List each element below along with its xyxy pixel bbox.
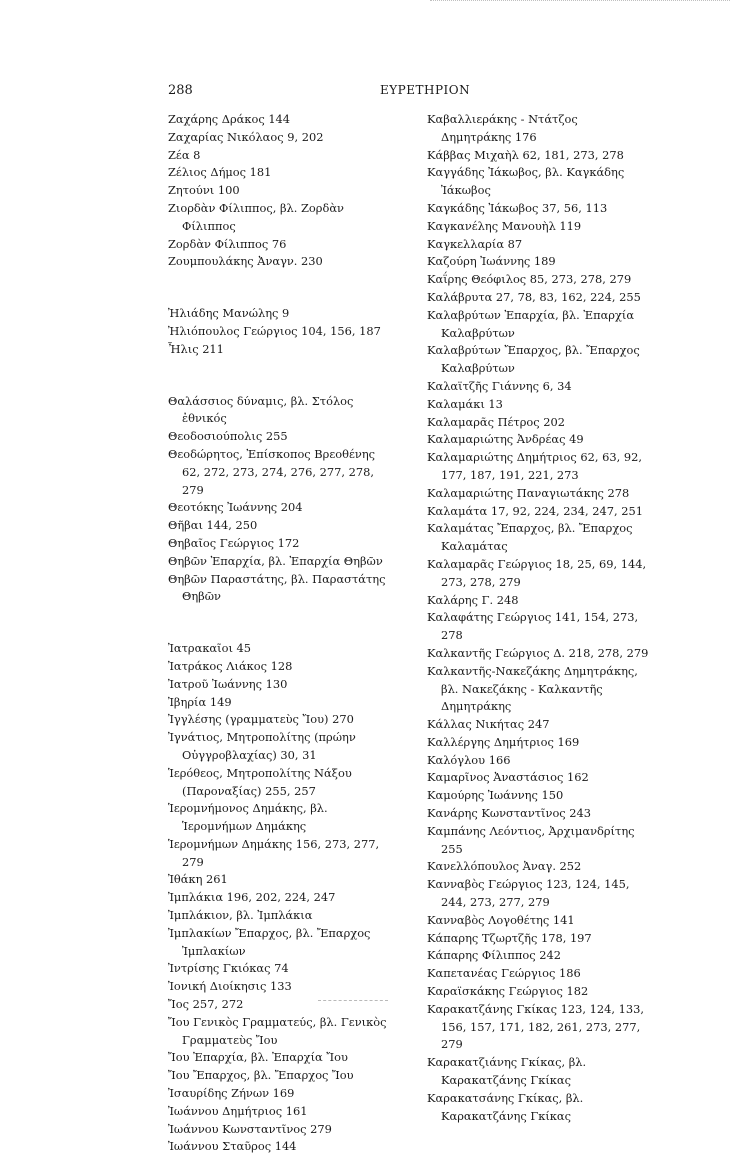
index-entry: Καλαμαριώτης Δημήτριος 62, 63, 92, 177, 187, 191, 221, 273 [427,450,642,482]
scan-edge-artifact [430,0,730,5]
index-entry: Καζούρη Ἰωάννης 189 [427,254,556,269]
index-entry: Καλαμαρᾶς Γεώργιος 18, 25, 69, 144, 273, 278, 279 [427,556,647,589]
index-entry: Καμούρης Ἰωάννης 150 [427,788,564,803]
index-entry: Καλόγλου 166 [427,752,511,767]
index-entry: Καγκελλαρία 87 [427,236,523,251]
index-entry: Κάββας Μιχαὴλ 62, 181, 273, 278 [427,147,624,162]
index-entry: Ἠλιάδης Μανώλης 9 [168,306,290,321]
group-spacer [168,359,390,393]
index-entry: Καλαμάτας Ἔπαρχος, βλ. Ἔπαρχος Καλαμάτας [427,521,633,554]
index-entry: Καλαμάτα 17, 92, 224, 234, 247, 251 [427,503,643,518]
index-entry: Καλαφάτης Γεώργιος 141, 154, 273, 278 [427,610,639,643]
index-entry: Θηβῶν Παραστάτης, βλ. Παραστάτης Θηβῶν [168,571,386,604]
index-entry: Κανελλόπουλος Ἀναγ. 252 [427,859,582,874]
index-entry: Θηβαῖος Γεώργιος 172 [168,535,300,550]
index-entry: Ἰσαυρίδης Ζήνων 169 [168,1086,295,1101]
index-entry: Θεοτόκης Ἰωάννης 204 [168,500,303,515]
index-entry: Καλαϊτζῆς Γιάννης 6, 34 [427,378,572,393]
index-entry: Καλαβρύτων Ἔπαρχος, βλ. Ἔπαρχος Καλαβρύτων [427,343,640,376]
index-entry: Καλκαντῆς-Νακεζάκης Δημητράκης, βλ. Νακεζάκης - Καλκαντῆς Δημητράκης [427,663,638,714]
index-entry: Ἠλιόπουλος Γεώργιος 104, 156, 187 [168,323,381,338]
index-entry: Ἴος 257, 272 [168,997,244,1012]
index-entry: Ἱερομνήμων Δημάκης 156, 273, 277, 279 [168,836,380,869]
index-group-iota [168,640,390,1156]
index-entry: Ἦλις 211 [168,341,224,356]
index-entry: Ζαχαρίας Νικόλαος 9, 202 [168,129,324,144]
index-entry: Ζιορδὰν Φίλιππος, βλ. Ζορδὰν Φίλιππος [168,200,344,233]
index-entry: Καλαμάκι 13 [427,396,503,411]
index-entry: Θαλάσσιος δύναμις, βλ. Στόλος ἐθνικός [168,393,354,426]
index-entry: Καγκάδης Ἰάκωβος 37, 56, 113 [427,200,608,215]
index-entry: Ζορδὰν Φίλιππος 76 [168,236,287,251]
index-group-theta [168,393,390,607]
index-entry: Καρακατσάνης Γκίκας, βλ. Καρακατζάνης Γκίκας [427,1090,584,1123]
index-group-eta [168,305,390,358]
index-column-right [427,111,651,1125]
index-entry: Κάπαρης Τζωρτζῆς 178, 197 [427,930,592,945]
index-entry: Καραϊσκάκης Γεώργιος 182 [427,984,589,999]
index-entry: Θεοδοσιούπολις 255 [168,429,288,444]
index-entry: Καλκαντῆς Γεώργιος Δ. 218, 278, 279 [427,645,649,660]
index-entry: Ἰατροῦ Ἰωάννης 130 [168,676,288,691]
index-entry: Ἴου Ἔπαρχος, βλ. Ἔπαρχος Ἴου [168,1068,354,1083]
running-head-title: ΕΥΡΕΤΗΡΙΟΝ [380,83,471,97]
index-entry: Ζουμπουλάκης Ἀναγν. 230 [168,254,323,269]
page-number: 288 [168,83,193,98]
index-entry: Ἴου Γενικὸς Γραμματεύς, βλ. Γενικὸς Γραμματεὺς Ἴου [168,1014,387,1047]
index-entry: Καμαρῖνος Ἀναστάσιος 162 [427,770,589,785]
index-entry: Ἰωάννου Κωνσταντῖνος 279 [168,1121,332,1136]
index-entry: Ἱερομνήμονος Δημάκης, βλ. Ἱερομνήμων Δημάκης [168,801,328,834]
index-entry: Θεοδώρητος, Ἐπίσκοπος Βρεοθένης 62, 272, 273, 274, 276, 277, 278, 279 [168,446,376,497]
index-entry: Καλλέργης Δημήτριος 169 [427,734,580,749]
index-entry: Κάλλας Νικήτας 247 [427,717,550,732]
index-entry: Θηβῶν Ἐπαρχία, βλ. Ἐπαρχία Θηβῶν [168,553,383,568]
index-entry: Ζέα 8 [168,147,201,162]
index-entry: Καρακατζιάνης Γκίκας, βλ. Καρακατζάνης Γκίκας [427,1055,587,1088]
index-entry: Κανναβὸς Λογοθέτης 141 [427,912,575,927]
index-entry: Καβαλλιεράκης - Ντάτζος Δημητράκης 176 [427,112,578,144]
index-entry: Ἰβηρία 149 [168,694,232,709]
index-entry: Καρακατζάνης Γκίκας 123, 124, 133, 156, 157, 171, 182, 261, 273, 277, 279 [427,1001,644,1052]
index-entry: Καγγάδης Ἰάκωβος, βλ. Καγκάδης Ἰάκωβος [427,165,625,198]
index-entry: Καπετανέας Γεώργιος 186 [427,966,581,981]
footer-rule [318,1000,388,1001]
index-entry: Καλαμαριώτης Ἀνδρέας 49 [427,432,584,447]
index-entry: Ἰωάννου Δημήτριος 161 [168,1103,308,1118]
index-entry: Ἰωάννου Σταῦρος 144 [168,1139,297,1154]
index-entry: Ἰγνάτιος, Μητροπολίτης (πρώην Οὐγγροβλαχίας) 30, 31 [168,730,356,762]
index-entry: Καμπάνης Λεόντιος, Ἀρχιμανδρίτης 255 [427,823,635,856]
index-entry: Κανάρης Κωνσταντῖνος 243 [427,806,592,821]
index-entry: Ζαχάρης Δράκος 144 [168,112,291,126]
index-entry: Κανναβὸς Γεώργιος 123, 124, 145, 244, 273, 277, 279 [427,877,630,910]
index-entry: Καλάβρυτα 27, 78, 83, 162, 224, 255 [427,289,641,304]
index-entry: Ζητούνι 100 [168,183,240,198]
index-entry: Καλάρης Γ. 248 [427,592,519,607]
index-entry: Καγκανέλης Μανουὴλ 119 [427,218,582,233]
index-entry: Κάπαρης Φίλιππος 242 [427,948,561,963]
index-entry: Ἰμπλάκιον, βλ. Ἰμπλάκια [168,908,313,923]
index-entry: Ἰατράκος Λιάκος 128 [168,658,293,673]
index-entry: Ἴου Ἐπαρχία, βλ. Ἐπαρχία Ἴου [168,1050,348,1065]
index-entry: Ζέλιος Δήμος 181 [168,165,272,180]
index-entry: Ἰμπλάκια 196, 202, 224, 247 [168,890,336,905]
index-entry: Ἰντρίσης Γκιόκας 74 [168,961,289,976]
index-entry: Θῆβαι 144, 250 [168,518,258,533]
index-entry: Καΐρης Θεόφιλος 85, 273, 278, 279 [427,272,632,287]
index-group-zeta [168,111,390,271]
index-entry: Ἱερόθεος, Μητροπολίτης Νάξου (Παροναξίας) 255, 257 [168,765,352,798]
index-entry: Ἰμπλακίων Ἔπαρχος, βλ. Ἔπαρχος Ἰμπλακίων [168,925,371,958]
index-entry: Ἰγγλέσης (γραμματεὺς Ἴου) 270 [168,712,354,727]
index-entry: Ἰατρακαῖοι 45 [168,641,252,656]
index-entry: Καλαμαρᾶς Πέτρος 202 [427,414,566,429]
index-entry: Ἰθάκη 261 [168,872,228,887]
index-entry: Καλαμαριώτης Παναγιωτάκης 278 [427,485,630,500]
index-entry: Καλαβρύτων Ἐπαρχία, βλ. Ἐπαρχία Καλαβρύτων [427,307,635,340]
group-spacer [168,271,390,305]
index-entry: Ἰονική Διοίκησις 133 [168,979,292,994]
group-spacer [168,606,390,640]
